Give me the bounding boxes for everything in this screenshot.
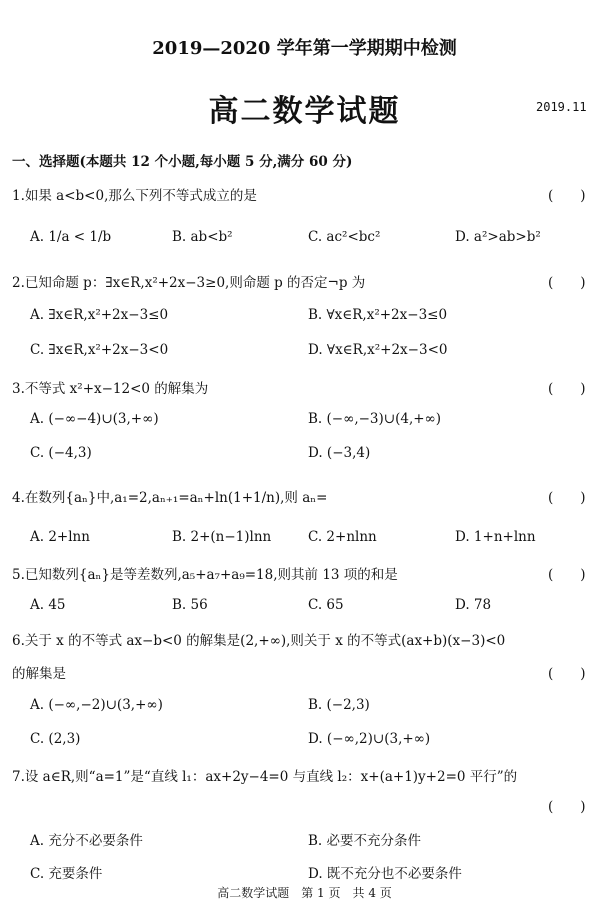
q4-option-c: C. 2+nlnn (308, 529, 377, 545)
answer-blank-1: ( ) (548, 188, 586, 204)
page-title: 高二数学试题 (208, 94, 401, 129)
q3-option-c: C. (−4,3) (30, 445, 92, 461)
question-6-stem-continued: 的解集是 (12, 666, 66, 682)
exam-header: 2019—2020 学年第一学期期中检测 (152, 38, 457, 59)
q4-option-d: D. 1+n+lnn (455, 529, 536, 545)
answer-blank-5: ( ) (548, 567, 586, 583)
q2-option-c: C. ∃x∈R,x²+2x−3<0 (30, 342, 169, 358)
q5-option-d: D. 78 (455, 597, 492, 613)
q3-option-d: D. (−3,4) (308, 445, 371, 461)
section-heading: 一、选择题(本题共 12 个小题,每小题 5 分,满分 60 分) (12, 154, 353, 170)
exam-date: 2019.11 (536, 100, 587, 114)
question-2-stem: 2.已知命题 p：∃x∈R,x²+2x−3≥0,则命题 p 的否定¬p 为 (12, 275, 366, 291)
question-1-stem: 1.如果 a<b<0,那么下列不等式成立的是 (12, 188, 257, 204)
q7-option-d: D. 既不充分也不必要条件 (308, 866, 462, 882)
q7-option-a: A. 充分不必要条件 (30, 833, 143, 849)
question-6-stem: 6.关于 x 的不等式 ax−b<0 的解集是(2,+∞),则关于 x 的不等式(ax+b)(x−3)<0 (12, 633, 506, 649)
q2-option-b: B. ∀x∈R,x²+2x−3≤0 (308, 307, 448, 323)
q6-option-a: A. (−∞,−2)∪(3,+∞) (30, 697, 163, 713)
question-5-stem: 5.已知数列{aₙ}是等差数列,a₅+a₇+a₉=18,则其前 13 项的和是 (12, 567, 398, 583)
answer-blank-3: ( ) (548, 381, 586, 397)
q1-option-d: D. a²>ab>b² (455, 229, 541, 245)
q7-option-b: B. 必要不充分条件 (308, 833, 422, 849)
q6-option-d: D. (−∞,2)∪(3,+∞) (308, 731, 431, 747)
q2-option-a: A. ∃x∈R,x²+2x−3≤0 (30, 307, 169, 323)
question-7-stem: 7.设 a∈R,则“a=1”是“直线 l₁：ax+2y−4=0 与直线 l₂：x+(a+1)y+2=0 平行”的 (12, 769, 518, 785)
answer-blank-4: ( ) (548, 490, 586, 506)
question-4-stem: 4.在数列{aₙ}中,a₁=2,aₙ₊₁=aₙ+ln(1+1/n),则 aₙ= (12, 490, 328, 506)
answer-blank-2: ( ) (548, 275, 586, 291)
q6-option-c: C. (2,3) (30, 731, 81, 747)
answer-blank-6: ( ) (548, 666, 586, 682)
q1-option-b: B. ab<b² (172, 229, 233, 245)
q5-option-a: A. 45 (30, 597, 66, 613)
q3-option-b: B. (−∞,−3)∪(4,+∞) (308, 411, 442, 427)
q3-option-a: A. (−∞−4)∪(3,+∞) (30, 411, 159, 427)
q4-option-b: B. 2+(n−1)lnn (172, 529, 272, 545)
q5-option-c: C. 65 (308, 597, 344, 613)
q4-option-a: A. 2+lnn (30, 529, 90, 545)
q2-option-d: D. ∀x∈R,x²+2x−3<0 (308, 342, 448, 358)
q7-option-c: C. 充要条件 (30, 866, 103, 882)
q1-option-c: C. ac²<bc² (308, 229, 381, 245)
q1-option-a: A. 1/a < 1/b (30, 229, 112, 245)
q6-option-b: B. (−2,3) (308, 697, 370, 713)
question-3-stem: 3.不等式 x²+x−12<0 的解集为 (12, 381, 209, 397)
page-footer: 高二数学试题 第 1 页 共 4 页 (217, 886, 392, 900)
q5-option-b: B. 56 (172, 597, 208, 613)
answer-blank-7: ( ) (548, 799, 586, 815)
